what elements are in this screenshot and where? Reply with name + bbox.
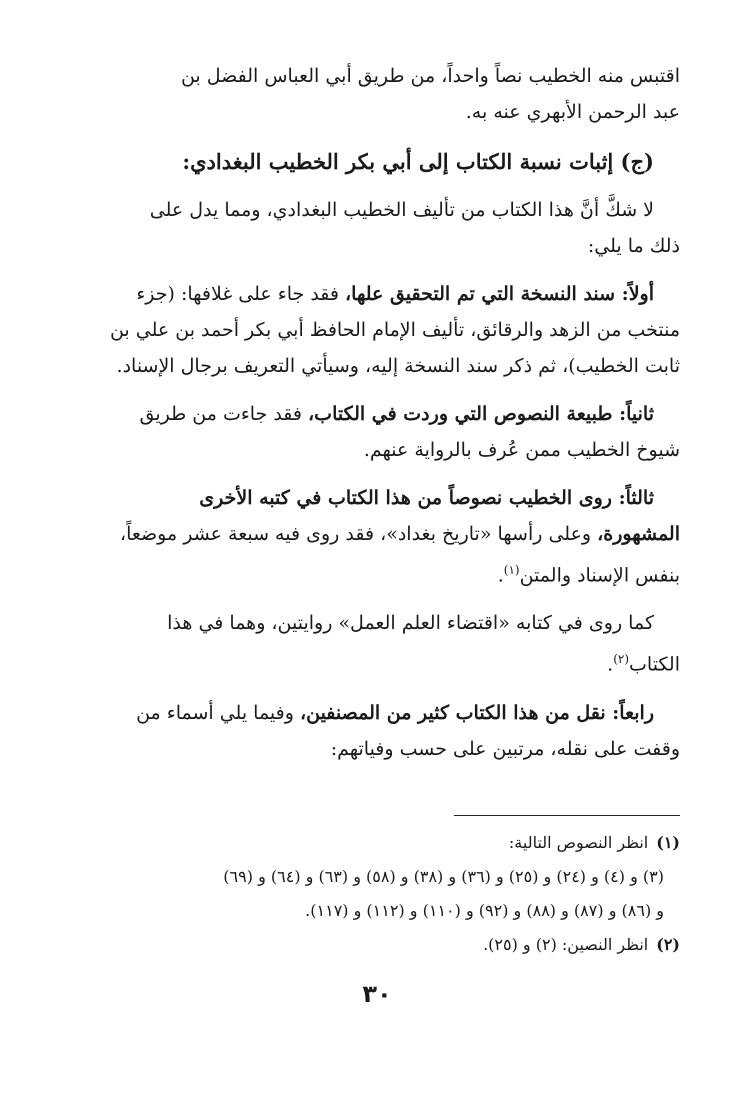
text-line bbox=[84, 695, 680, 731]
footnote-separator bbox=[454, 815, 680, 816]
paragraph-fourth-point bbox=[84, 695, 680, 767]
point-text: بنفس الإسناد والمتن bbox=[519, 564, 680, 587]
footnote-text: انظر النصين: (٢) و (٢٥). bbox=[483, 935, 649, 954]
footnote-text: انظر النصوص التالية: bbox=[508, 833, 649, 852]
text-line bbox=[84, 516, 680, 552]
footnote-number: (٢) bbox=[656, 935, 680, 954]
point-text: وفيما يلي أسماء من bbox=[136, 701, 300, 724]
page-body bbox=[84, 58, 680, 779]
text-line: لا شكَّ أنَّ هذا الكتاب من تأليف الخطيب البغدادي، ومما يدل على bbox=[149, 199, 654, 221]
point-text: فقد جاءت من طريق bbox=[139, 403, 309, 425]
text-line: شيوخ الخطيب ممن عُرف بالرواية عنهم. bbox=[363, 439, 680, 461]
paragraph-third-point-cont bbox=[84, 605, 680, 682]
footnotes bbox=[84, 826, 680, 962]
point-title: روى الخطيب نصوصاً من هذا الكتاب في كتبه الأخرى bbox=[199, 487, 612, 509]
point-text: وعلى رأسها «تاريخ بغداد»، فقد روى فيه سبعة عشر موضعاً، bbox=[119, 523, 598, 545]
footnote-ref-2: (٢) bbox=[613, 652, 630, 667]
point-lead: ثالثاً: bbox=[611, 487, 654, 509]
point-text: فقد جاء على غلافها: (جزء bbox=[136, 283, 346, 305]
footnote-2 bbox=[84, 928, 680, 962]
footnote-1-line-2: (٣) و (٤) و (٢٤) و (٢٥) و (٣٦) و (٣٨) و (٥٨) و (٦٣) و (٦٤) و (٦٩) bbox=[223, 867, 664, 886]
section-heading: (ج) إثبات نسبة الكتاب إلى أبي بكر الخطيب البغدادي: bbox=[182, 149, 654, 174]
point-lead: رابعاً: نقل من هذا الكتاب كثير من المصنفين، bbox=[299, 701, 654, 724]
text-line bbox=[84, 396, 680, 432]
paragraph-third-point bbox=[84, 480, 680, 593]
text-line: منتخب من الزهد والرقائق، تأليف الإمام الحافظ أبي بكر أحمد بن علي بن bbox=[109, 319, 680, 341]
point-lead: ثانياً: طبيعة النصوص التي وردت في الكتاب، bbox=[308, 403, 654, 425]
point-text-end: . bbox=[607, 653, 614, 676]
point-lead: أولاً: سند النسخة التي تم التحقيق علها، bbox=[345, 283, 654, 305]
page-number: ٣٠ bbox=[362, 980, 392, 1008]
text-line bbox=[84, 480, 680, 516]
text-line: ثابت الخطيب)، ثم ذكر سند النسخة إليه، وسيأتي التعريف برجال الإسناد. bbox=[116, 355, 680, 377]
point-text-end: . bbox=[497, 564, 504, 587]
point-text: الكتاب bbox=[629, 653, 680, 676]
footnote-ref-1: (١) bbox=[503, 563, 520, 577]
paragraph-intro bbox=[84, 58, 680, 130]
paragraph-1 bbox=[84, 192, 680, 264]
text-line bbox=[84, 276, 680, 312]
footnote-1 bbox=[84, 826, 680, 860]
text-line bbox=[84, 641, 680, 682]
footnote-1-line-3: و (٨٦) و (٨٧) و (٨٨) و (٩٢) و (١١٠) و (١١٢) و (١١٧). bbox=[305, 901, 664, 920]
text-line: كما روى في كتابه «اقتضاء العلم العمل» روايتين، وهما في هذا bbox=[167, 612, 654, 635]
point-title-end: المشهورة، bbox=[597, 523, 680, 545]
text-line bbox=[84, 552, 680, 593]
paragraph-second-point bbox=[84, 396, 680, 468]
footnote-number: (١) bbox=[656, 833, 680, 852]
text-line: ذلك ما يلي: bbox=[587, 235, 680, 257]
text-line: وقفت على نقله، مرتبين على حسب وفياتهم: bbox=[330, 737, 680, 760]
text-line: عبد الرحمن الأبهري عنه به. bbox=[465, 101, 680, 123]
paragraph-first-point bbox=[84, 276, 680, 384]
text-line: اقتبس منه الخطيب نصاً واحداً، من طريق أبي العباس الفضل بن bbox=[180, 65, 680, 87]
